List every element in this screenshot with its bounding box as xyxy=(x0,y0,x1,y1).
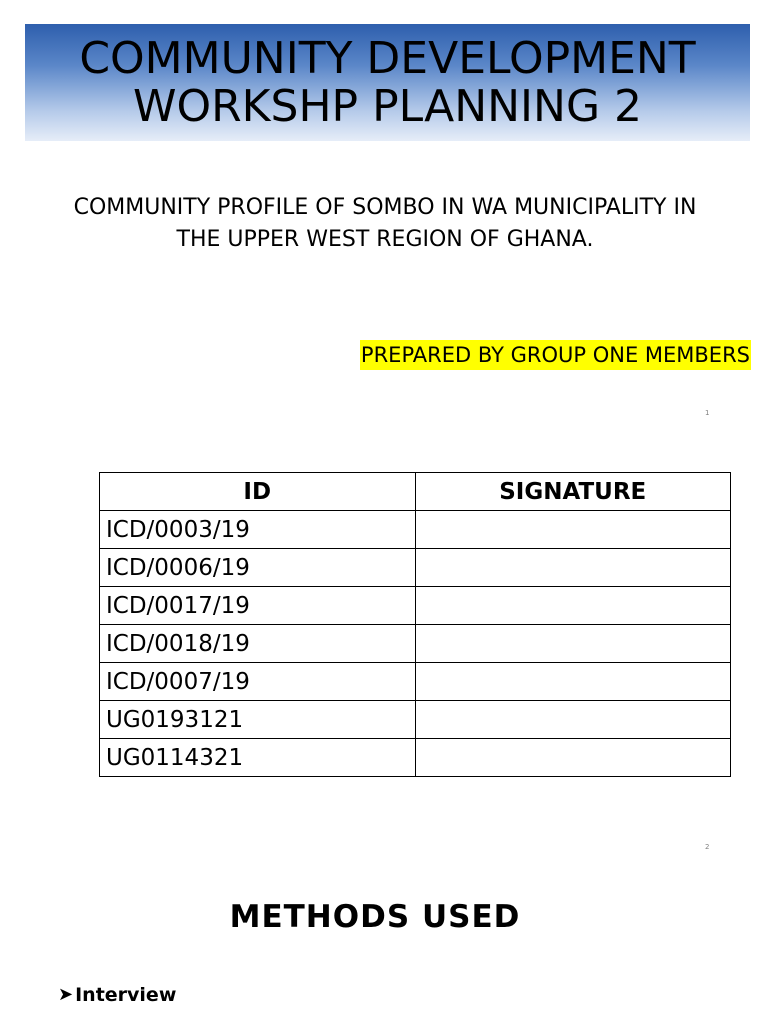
subtitle xyxy=(30,192,740,256)
member-id-cell: ICD/0007/19 xyxy=(100,663,416,701)
member-id-cell: UG0193121 xyxy=(100,701,416,739)
table-header-row xyxy=(100,473,731,511)
signature-cell xyxy=(415,511,731,549)
id-column-header: ID xyxy=(100,473,416,511)
page-number-1: 1 xyxy=(705,409,710,417)
member-id-cell: ICD/0018/19 xyxy=(100,625,416,663)
page-number-2: 2 xyxy=(705,843,710,851)
bullet-text: Interview xyxy=(75,984,177,1006)
signature-column-header: SIGNATURE xyxy=(415,473,731,511)
table-row xyxy=(100,701,731,739)
member-id-cell: UG0114321 xyxy=(100,739,416,777)
signature-cell xyxy=(415,587,731,625)
prepared-by-label: PREPARED BY GROUP ONE MEMBERS xyxy=(360,340,751,370)
signature-cell xyxy=(415,625,731,663)
members-table xyxy=(99,472,731,777)
table-row xyxy=(100,739,731,777)
signature-cell xyxy=(415,701,731,739)
table-row xyxy=(100,587,731,625)
member-id-cell: ICD/0017/19 xyxy=(100,587,416,625)
signature-cell xyxy=(415,739,731,777)
bullet-item xyxy=(58,982,176,1008)
signature-cell xyxy=(415,663,731,701)
table-row xyxy=(100,511,731,549)
title-line-2: WORKSHP PLANNING 2 xyxy=(132,80,643,132)
methods-heading: METHODS USED xyxy=(229,899,521,935)
table-row xyxy=(100,663,731,701)
signature-cell xyxy=(415,549,731,587)
subtitle-line-2: THE UPPER WEST REGION OF GHANA. xyxy=(176,227,594,252)
arrow-bullet-icon: ➤ xyxy=(58,984,74,1005)
title-banner xyxy=(25,24,750,141)
member-id-cell: ICD/0006/19 xyxy=(100,549,416,587)
subtitle-line-1: COMMUNITY PROFILE OF SOMBO IN WA MUNICIPALITY IN xyxy=(73,195,697,220)
table-row xyxy=(100,549,731,587)
title-line-1: COMMUNITY DEVELOPMENT xyxy=(79,32,696,84)
member-id-cell: ICD/0003/19 xyxy=(100,511,416,549)
table-row xyxy=(100,625,731,663)
